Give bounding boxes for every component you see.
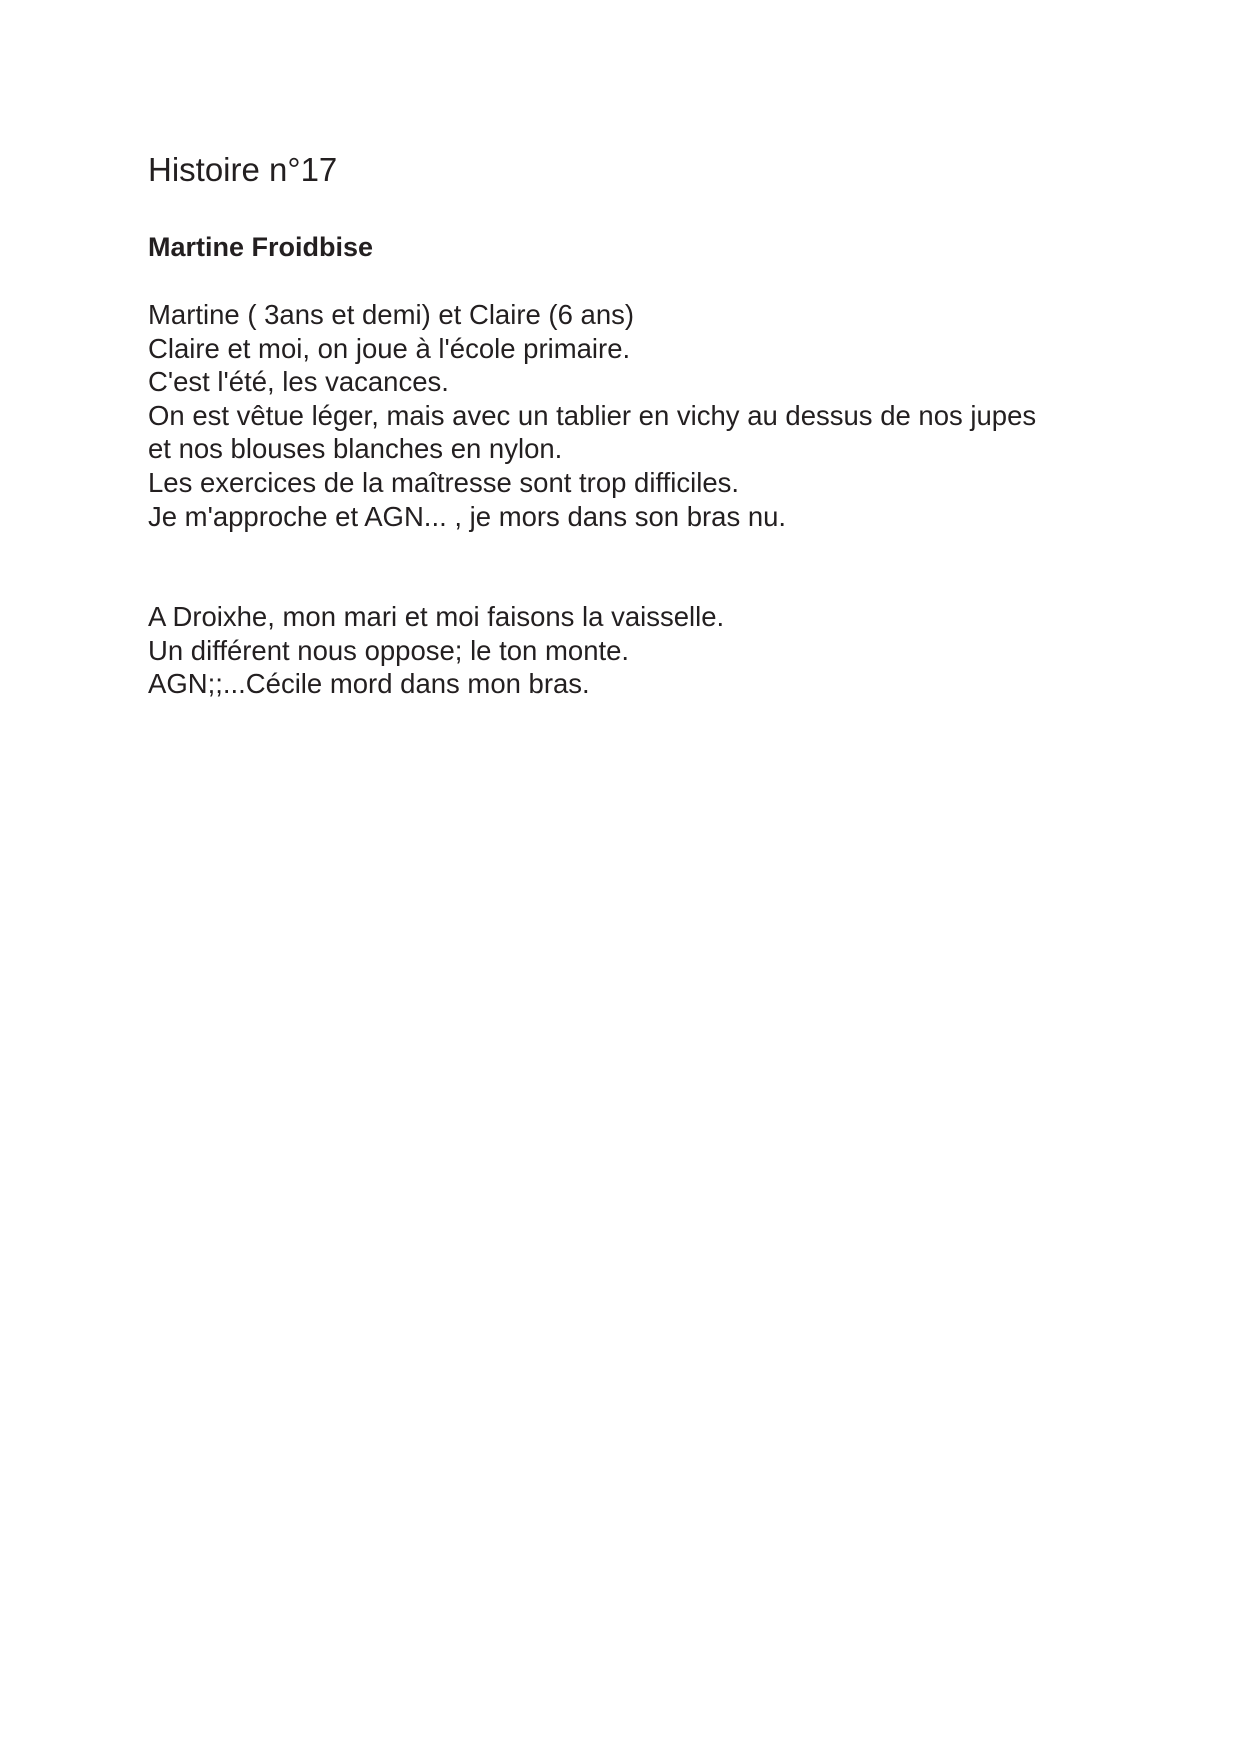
text-line: On est vêtue léger, mais avec un tablier en vichy au dessus de nos jupes bbox=[148, 399, 1037, 431]
text-line: C'est l'été, les vacances. bbox=[148, 366, 449, 398]
text-line: Martine ( 3ans et demi) et Claire (6 ans) bbox=[148, 299, 635, 330]
text-line: Les exercices de la maîtresse sont trop difficiles. bbox=[148, 466, 740, 498]
text-line: A Droixhe, mon mari et moi faisons la vaisselle. bbox=[148, 601, 725, 632]
text-line: AGN;;...Cécile mord dans mon bras. bbox=[148, 668, 590, 700]
text-line: et nos blouses blanches en nylon. bbox=[148, 433, 563, 465]
text-line: Claire et moi, on joue à l'école primaire. bbox=[148, 332, 631, 364]
paragraph-droixhe bbox=[148, 600, 724, 701]
paragraph-childhood bbox=[148, 298, 1036, 533]
text-line: Un différent nous oppose; le ton monte. bbox=[148, 634, 630, 666]
text-line: Je m'approche et AGN... , je mors dans son bras nu. bbox=[148, 500, 787, 532]
author-name: Martine Froidbise bbox=[148, 232, 374, 262]
page-title: Histoire n°17 bbox=[148, 151, 338, 188]
